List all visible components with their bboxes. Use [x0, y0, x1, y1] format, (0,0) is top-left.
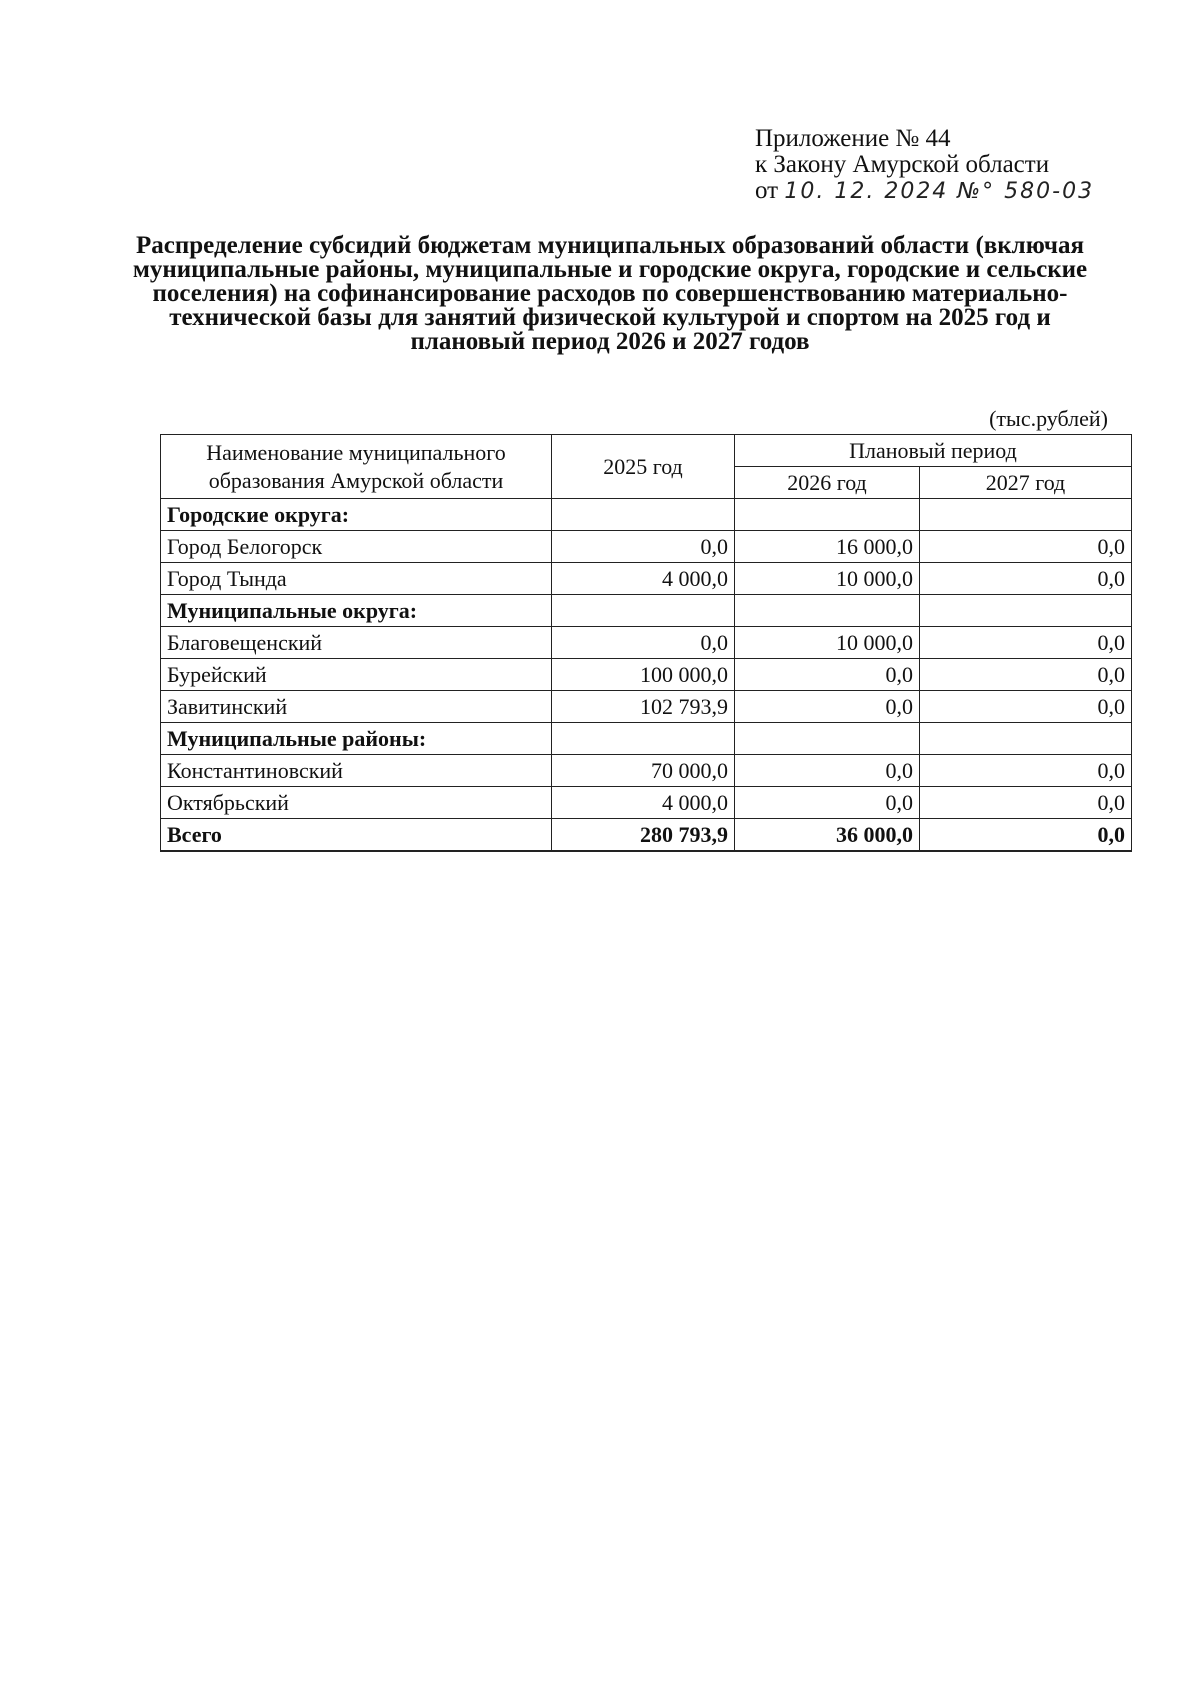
cell-2025: 0,0	[552, 531, 735, 563]
header-name: Наименование муниципального образования Амурской области	[161, 435, 552, 499]
cell-2026: 0,0	[735, 755, 920, 787]
section-label: Муниципальные округа:	[161, 595, 552, 627]
row-name: Город Тында	[161, 563, 552, 595]
cell-2025: 70 000,0	[552, 755, 735, 787]
header-2026: 2026 год	[735, 467, 920, 499]
section-label: Городские округа:	[161, 499, 552, 531]
cell-2026: 10 000,0	[735, 563, 920, 595]
row-name: Благовещенский	[161, 627, 552, 659]
appendix-date-prefix: от	[755, 177, 779, 204]
table-row	[161, 563, 1132, 595]
cell-2026: 0,0	[735, 659, 920, 691]
table-row	[161, 787, 1132, 819]
cell-2027: 0,0	[920, 755, 1132, 787]
total-2026: 36 000,0	[735, 819, 920, 852]
row-name: Город Белогорск	[161, 531, 552, 563]
total-2027: 0,0	[920, 819, 1132, 852]
cell-2027	[920, 723, 1132, 755]
document-title: Распределение субсидий бюджетам муниципальных образований области (включая муниципальные районы, муниципальные и городские округа, городские и сельские поселения) на софинансирование расходов по совершенствованию материально-технической базы для занятий физической культурой и спортом на 2025 год и плановый период 2026 и 2027 годов	[132, 232, 1088, 355]
cell-2026	[735, 595, 920, 627]
appendix-law-reference: к Закону Амурской области	[755, 151, 1050, 178]
cell-2026: 0,0	[735, 787, 920, 819]
cell-2027: 0,0	[920, 563, 1132, 595]
subsidy-table	[160, 434, 1132, 852]
cell-2027: 0,0	[920, 691, 1132, 723]
cell-2026: 10 000,0	[735, 627, 920, 659]
unit-label: (тыс.рублей)	[989, 406, 1108, 431]
cell-2027: 0,0	[920, 659, 1132, 691]
header-planned-period: Плановый период	[735, 435, 1132, 467]
appendix-date-line	[755, 178, 1094, 205]
cell-2026	[735, 723, 920, 755]
row-name: Константиновский	[161, 755, 552, 787]
cell-2025	[552, 499, 735, 531]
table-row	[161, 755, 1132, 787]
cell-2026: 16 000,0	[735, 531, 920, 563]
table-row	[161, 627, 1132, 659]
table-row-total	[161, 819, 1132, 852]
cell-2025	[552, 723, 735, 755]
cell-2025: 4 000,0	[552, 787, 735, 819]
total-label: Всего	[161, 819, 552, 852]
table-row	[161, 691, 1132, 723]
table-row	[161, 531, 1132, 563]
appendix-number: Приложение № 44	[755, 125, 951, 152]
table-row	[161, 499, 1132, 531]
cell-2027	[920, 595, 1132, 627]
cell-2025: 100 000,0	[552, 659, 735, 691]
cell-2027: 0,0	[920, 787, 1132, 819]
table-row	[161, 723, 1132, 755]
cell-2027: 0,0	[920, 531, 1132, 563]
total-2025: 280 793,9	[552, 819, 735, 852]
handwritten-date-number: 10. 12. 2024 №° 580-03	[784, 179, 1095, 204]
header-2025: 2025 год	[552, 435, 735, 499]
appendix-header	[755, 126, 1094, 205]
cell-2025: 102 793,9	[552, 691, 735, 723]
row-name: Октябрьский	[161, 787, 552, 819]
cell-2026: 0,0	[735, 691, 920, 723]
header-2027: 2027 год	[920, 467, 1132, 499]
table-row	[161, 659, 1132, 691]
section-label: Муниципальные районы:	[161, 723, 552, 755]
cell-2027: 0,0	[920, 627, 1132, 659]
cell-2025: 4 000,0	[552, 563, 735, 595]
table-row	[161, 595, 1132, 627]
row-name: Бурейский	[161, 659, 552, 691]
cell-2025	[552, 595, 735, 627]
row-name: Завитинский	[161, 691, 552, 723]
cell-2025: 0,0	[552, 627, 735, 659]
cell-2026	[735, 499, 920, 531]
cell-2027	[920, 499, 1132, 531]
